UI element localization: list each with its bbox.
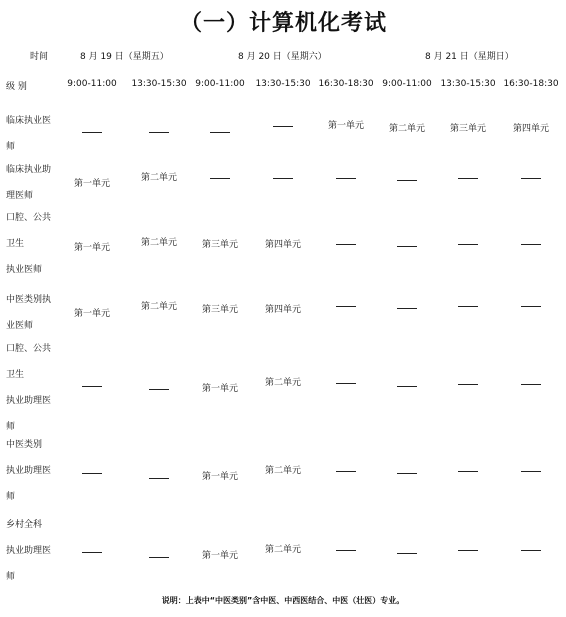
empty-cell-dash <box>397 180 417 181</box>
row-label-line: 临床执业医 <box>6 116 52 126</box>
unit-cell: 第二单元 <box>388 124 426 134</box>
date-header: 8 月 21 日（星期日） <box>425 52 514 62</box>
empty-cell-dash <box>82 473 102 474</box>
empty-cell-dash <box>273 178 293 179</box>
unit-cell: 第一单元 <box>327 121 365 131</box>
empty-cell-dash <box>521 550 541 551</box>
row-label-line: 师 <box>6 492 16 502</box>
row-label-line: 卫生 <box>6 370 25 380</box>
empty-cell-dash <box>397 308 417 309</box>
empty-cell-dash <box>336 244 356 245</box>
unit-cell: 第一单元 <box>201 551 239 561</box>
row-label-line: 执业助理医 <box>6 466 52 476</box>
unit-cell: 第二单元 <box>264 466 302 476</box>
row-label-line: 中医类别执 <box>6 295 52 305</box>
row-label-line: 乡村全科 <box>6 520 43 530</box>
time-slot-header: 16:30-18:30 <box>318 79 374 89</box>
time-slot-header: 13:30-15:30 <box>440 79 496 89</box>
empty-cell-dash <box>336 306 356 307</box>
row-label-line: 业医师 <box>6 321 34 331</box>
unit-cell: 第四单元 <box>264 240 302 250</box>
page-title: （一）计算机化考试 <box>180 11 388 36</box>
empty-cell-dash <box>149 478 169 479</box>
date-header: 8 月 19 日（星期五） <box>80 52 169 62</box>
row-label-line: 执业助理医 <box>6 546 52 556</box>
time-slot-header: 13:30-15:30 <box>255 79 311 89</box>
empty-cell-dash <box>521 244 541 245</box>
row-label-line: 理医师 <box>6 191 34 201</box>
row-label-line: 中医类别 <box>6 440 43 450</box>
time-slot-header: 9:00-11:00 <box>195 79 245 89</box>
empty-cell-dash <box>149 132 169 133</box>
row-label-line: 口腔、公共 <box>6 213 52 223</box>
unit-cell: 第三单元 <box>201 305 239 315</box>
row-label-line: 执业医师 <box>6 265 43 275</box>
empty-cell-dash <box>521 178 541 179</box>
empty-cell-dash <box>458 178 478 179</box>
unit-cell: 第一单元 <box>73 309 111 319</box>
unit-cell: 第三单元 <box>201 240 239 250</box>
unit-cell: 第四单元 <box>264 305 302 315</box>
unit-cell: 第二单元 <box>264 378 302 388</box>
unit-cell: 第二单元 <box>140 302 178 312</box>
empty-cell-dash <box>82 132 102 133</box>
unit-cell: 第一单元 <box>201 384 239 394</box>
empty-cell-dash <box>458 306 478 307</box>
unit-cell: 第一单元 <box>73 243 111 253</box>
row-label-line: 师 <box>6 422 16 432</box>
empty-cell-dash <box>82 552 102 553</box>
level-label: 级 别 <box>6 82 27 92</box>
unit-cell: 第二单元 <box>264 545 302 555</box>
time-slot-header: 9:00-11:00 <box>382 79 432 89</box>
empty-cell-dash <box>521 306 541 307</box>
row-label-line: 执业助理医 <box>6 396 52 406</box>
empty-cell-dash <box>336 471 356 472</box>
row-label-line: 师 <box>6 142 16 152</box>
empty-cell-dash <box>458 550 478 551</box>
footnote: 说明：上表中“中医类别”含中医、中西医结合、中医（壮医）专业。 <box>161 596 405 605</box>
empty-cell-dash <box>210 132 230 133</box>
empty-cell-dash <box>336 383 356 384</box>
empty-cell-dash <box>149 557 169 558</box>
time-slot-header: 16:30-18:30 <box>503 79 559 89</box>
empty-cell-dash <box>397 386 417 387</box>
empty-cell-dash <box>521 471 541 472</box>
unit-cell: 第一单元 <box>73 179 111 189</box>
empty-cell-dash <box>458 244 478 245</box>
empty-cell-dash <box>397 553 417 554</box>
row-label-line: 口腔、公共 <box>6 344 52 354</box>
empty-cell-dash <box>458 384 478 385</box>
unit-cell: 第二单元 <box>140 173 178 183</box>
unit-cell: 第四单元 <box>512 124 550 134</box>
unit-cell: 第三单元 <box>449 124 487 134</box>
empty-cell-dash <box>336 550 356 551</box>
empty-cell-dash <box>336 178 356 179</box>
row-label-line: 卫生 <box>6 239 25 249</box>
row-label-line: 师 <box>6 572 16 582</box>
unit-cell: 第一单元 <box>201 472 239 482</box>
empty-cell-dash <box>397 473 417 474</box>
unit-cell: 第二单元 <box>140 238 178 248</box>
empty-cell-dash <box>210 178 230 179</box>
empty-cell-dash <box>149 389 169 390</box>
date-header: 8 月 20 日（星期六） <box>238 52 327 62</box>
time-slot-header: 9:00-11:00 <box>67 79 117 89</box>
empty-cell-dash <box>82 386 102 387</box>
time-slot-header: 13:30-15:30 <box>131 79 187 89</box>
empty-cell-dash <box>273 126 293 127</box>
time-label: 时间 <box>30 52 49 62</box>
empty-cell-dash <box>521 384 541 385</box>
empty-cell-dash <box>458 471 478 472</box>
empty-cell-dash <box>397 246 417 247</box>
row-label-line: 临床执业助 <box>6 165 52 175</box>
